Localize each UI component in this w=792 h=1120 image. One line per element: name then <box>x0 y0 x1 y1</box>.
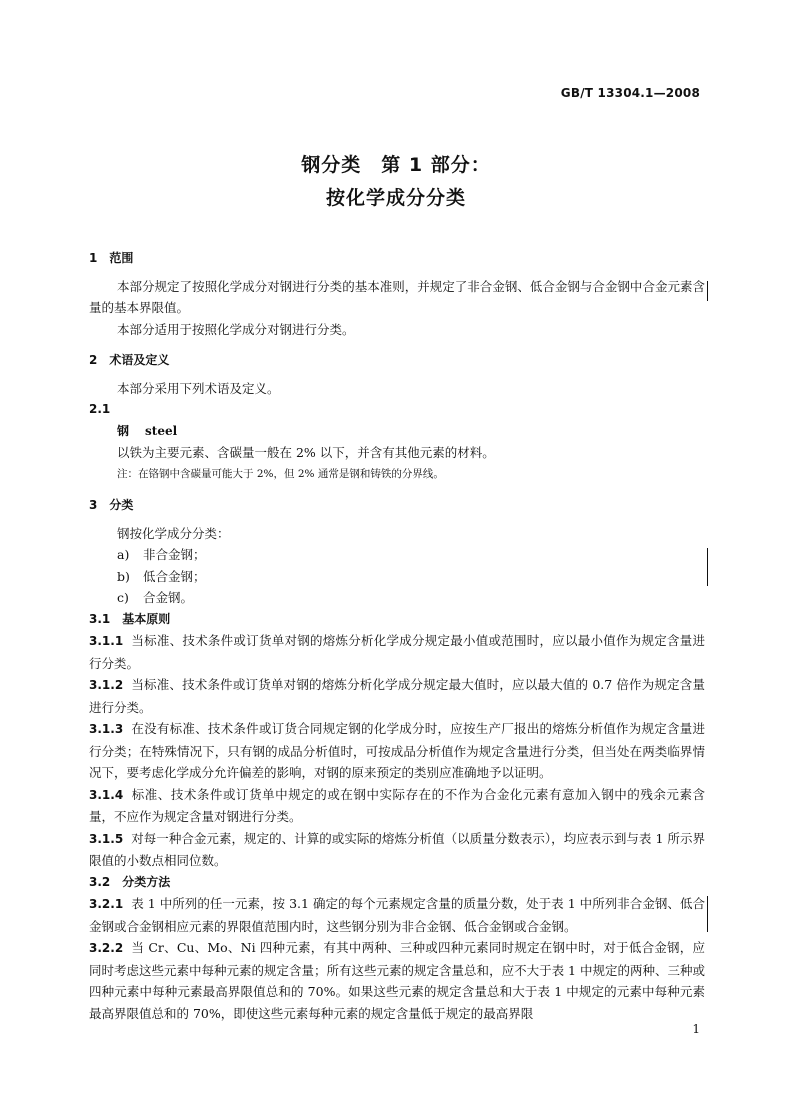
section-1-heading: 1 范围 <box>89 251 134 265</box>
clause-3-1-2: 3.1.2 当标准、技术条件或订货单对钢的熔炼分析化学成分规定最大值时，应以最大值的 0.7 倍作为规定含量进行分类。 <box>89 677 705 715</box>
section-2-heading: 2 术语及定义 <box>89 353 170 367</box>
revision-change-bar <box>707 281 708 301</box>
document-title-line2: 按化学成分分类 <box>325 187 466 209</box>
clause-2-1-number: 2.1 <box>89 402 111 416</box>
clause-3-2-heading: 3.2 分类方法 <box>89 874 171 889</box>
term-entry <box>89 421 705 443</box>
clause-3-1-3: 3.1.3 在没有标准、技术条件或订货合同规定钢的化学成分时，应按生产厂报出的熔炼分析值作为规定含量进行分类；在特殊情况下，只有钢的成品分析值时，可按成品分析值作为规定含量进行分类，但当处在两类临界情况下，要考虑化学成分允许偏差的影响，对钢的原来预定的类别应准确地予以证明。 <box>89 721 705 780</box>
section-3-intro: 钢按化学成分分类： <box>117 525 230 541</box>
revision-change-bar <box>707 896 708 932</box>
clause-3-1-5: 3.1.5 对每一种合金元素，规定的、计算的或实际的熔炼分析值（以质量分数表示），均应表示到与表 1 所示界限值的小数点相同位数。 <box>89 830 705 868</box>
section-3-heading: 3 分类 <box>89 498 134 512</box>
standard-code: GB/T 13304.1—2008 <box>560 86 700 100</box>
section-1-paragraph-1: 本部分规定了按照化学成分对钢进行分类的基本准则，并规定了非合金钢、低合金钢与合金钢中合金元素含量的基本界限值。 <box>89 278 705 315</box>
document-body <box>89 248 705 1024</box>
list-item: c) 合金钢。 <box>117 590 194 605</box>
clause-3-1-4: 3.1.4 标准、技术条件或订货单中规定的或在钢中实际存在的不作为合金化元素有意加入钢中的残余元素含量，不应作为规定含量对钢进行分类。 <box>89 786 705 824</box>
clause-3-2-2: 3.2.2 当 Cr、Cu、Mo、Ni 四种元素，有其中两种、三种或四种元素同时规定在钢中时，对于低合金钢，应同时考虑这些元素中每种元素的规定含量；所有这些元素的规定含量总和，应不大于表 1 中规定的两种、三种或四种元素中每种元素最高界限值总和的 70%。如果这些元素的规定含量总和大于表 1 中规定的元素中每种元素最高界限值总和的 70%，即使这些元素每种元素的规定含量低于规定的最高界限 <box>89 940 705 1021</box>
revision-change-bar <box>707 548 708 586</box>
list-item: a) 非合金钢； <box>117 547 206 562</box>
term-english: steel <box>145 423 178 438</box>
document-title-line1: 钢分类 第 1 部分： <box>301 154 491 176</box>
clause-3-2-1: 3.2.1 表 1 中所列的任一元素，按 3.1 确定的每个元素规定含量的质量分数，处于表 1 中所列非合金钢、低合金钢或合金钢相应元素的界限值范围内时，这些钢分别为非合金钢、低合金钢或合金钢。 <box>89 896 705 934</box>
clause-3-1-heading: 3.1 基本原则 <box>89 611 171 626</box>
list-item: b) 低合金钢； <box>117 568 206 584</box>
term-note: 注：在铬钢中含碳量可能大于 2%，但 2% 通常是钢和铸铁的分界线。 <box>117 467 444 480</box>
clause-3-1-1: 3.1.1 当标准、技术条件或订货单对钢的熔炼分析化学成分规定最小值或范围时，应以最小值作为规定含量进行分类。 <box>89 633 705 671</box>
section-1-paragraph-2: 本部分适用于按照化学成分对钢进行分类。 <box>117 321 355 337</box>
term-chinese: 钢 <box>117 423 130 438</box>
page-number: 1 <box>692 1022 700 1036</box>
term-definition: 以铁为主要元素、含碳量一般在 2% 以下，并含有其他元素的材料。 <box>117 445 495 460</box>
section-2-paragraph-1: 本部分采用下列术语及定义。 <box>117 380 280 396</box>
